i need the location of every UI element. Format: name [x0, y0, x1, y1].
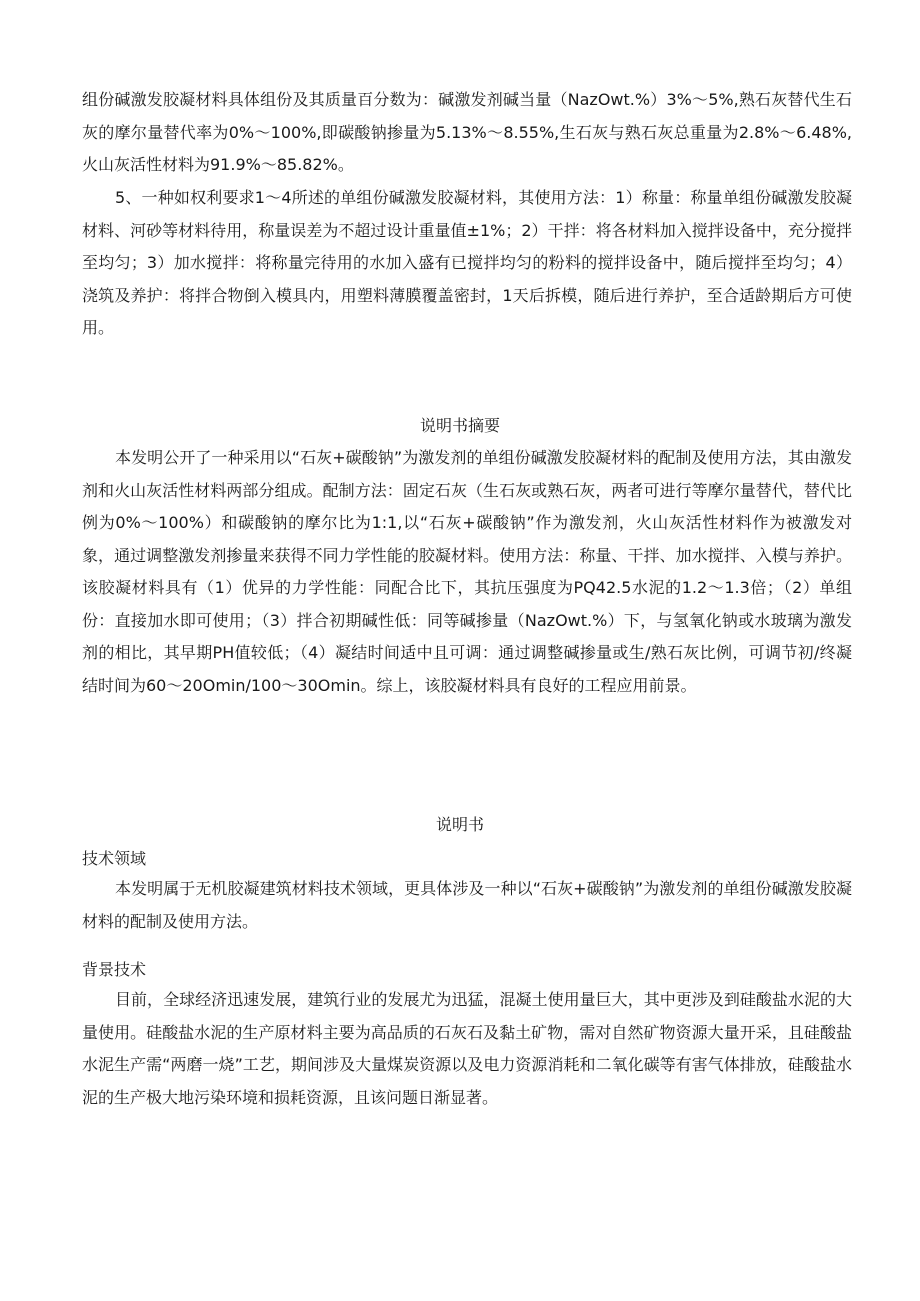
- claim-5: [82, 182, 852, 345]
- background-heading: 背景技术: [82, 960, 147, 979]
- tech-field-heading: 技术领域: [82, 849, 147, 868]
- background-body-block: [82, 984, 852, 1114]
- abstract-body: 本发明公开了一种采用以“石灰+碳酸钠”为激发剂的单组份碱激发胶凝材料的配制及使用方法，其由激发剂和火山灰活性材料两部分组成。配制方法：固定石灰（生石灰或熟石灰，两者可进行等摩尔量替代，替代比例为0%～100%）和碳酸钠的摩尔比为1:1,以“石灰+碳酸钠”作为激发剂，火山灰活性材料作为被激发对象，通过调整激发剂掺量来获得不同力学性能的胶凝材料。使用方法：称量、干拌、加水搅拌、入模与养护。该胶凝材料具有（1）优异的力学性能：同配合比下，其抗压强度为PQ42.5水泥的1.2～1.3倍；（2）单组份：直接加水即可使用；（3）拌合初期碱性低：同等碱掺量（NazOwt.%）下，与氢氧化钠或水玻璃为激发剂的相比，其早期PH值较低；（4）凝结时间适中且可调：通过调整碱掺量或生/熟石灰比例，可调节初/终凝结时间为60～20Omin/100～30Omin。综上，该胶凝材料具有良好的工程应用前景。: [82, 448, 852, 695]
- tech-field-section: [82, 849, 852, 869]
- claim-4-text: 组份碱激发胶凝材料具体组份及其质量百分数为：碱激发剂碱当量（NazOwt.%）3%～5%,熟石灰替代生石灰的摩尔量替代率为0%～100%,即碳酸钠掺量为5.13%～8.55%,生石灰与熟石灰总重量为2.8%～6.48%,火山灰活性材料为91.9%～85.82%。: [82, 90, 852, 174]
- abstract-section: [82, 442, 852, 702]
- claim-5-text: 5、一种如权利要求1～4所述的单组份碱激发胶凝材料，其使用方法：1）称量：称量单组份碱激发胶凝材料、河砂等材料待用，称量误差为不超过设计重量值±1%；2）干拌：将各材料加入搅拌设备中，充分搅拌至均匀；3）加水搅拌：将称量完待用的水加入盛有已搅拌均匀的粉料的搅拌设备中，随后搅拌至均匀；4）浇筑及养护：将拌合物倒入模具内，用塑料薄膜覆盖密封，1天后拆模，随后进行养护，至合适龄期后方可使用。: [82, 188, 852, 337]
- abstract-title: 说明书摘要: [419, 416, 500, 435]
- background-body: 目前，全球经济迅速发展，建筑行业的发展尤为迅猛，混凝土使用量巨大，其中更涉及到硅酸盐水泥的大量使用。硅酸盐水泥的生产原材料主要为高品质的石灰石及黏土矿物，需对自然矿物资源大量开采，且硅酸盐水泥生产需“两磨一烧”工艺，期间涉及大量煤炭资源以及电力资源消耗和二氧化碳等有害气体排放，硅酸盐水泥的生产极大地污染环境和损耗资源，且该问题日渐显著。: [82, 990, 852, 1107]
- description-title: 说明书: [435, 815, 484, 834]
- claim-4-continuation: [82, 84, 852, 182]
- tech-field-body-block: [82, 873, 852, 938]
- background-section: [82, 960, 852, 980]
- tech-field-body: 本发明属于无机胶凝建筑材料技术领域，更具体涉及一种以“石灰+碳酸钠”为激发剂的单组份碱激发胶凝材料的配制及使用方法。: [82, 879, 852, 931]
